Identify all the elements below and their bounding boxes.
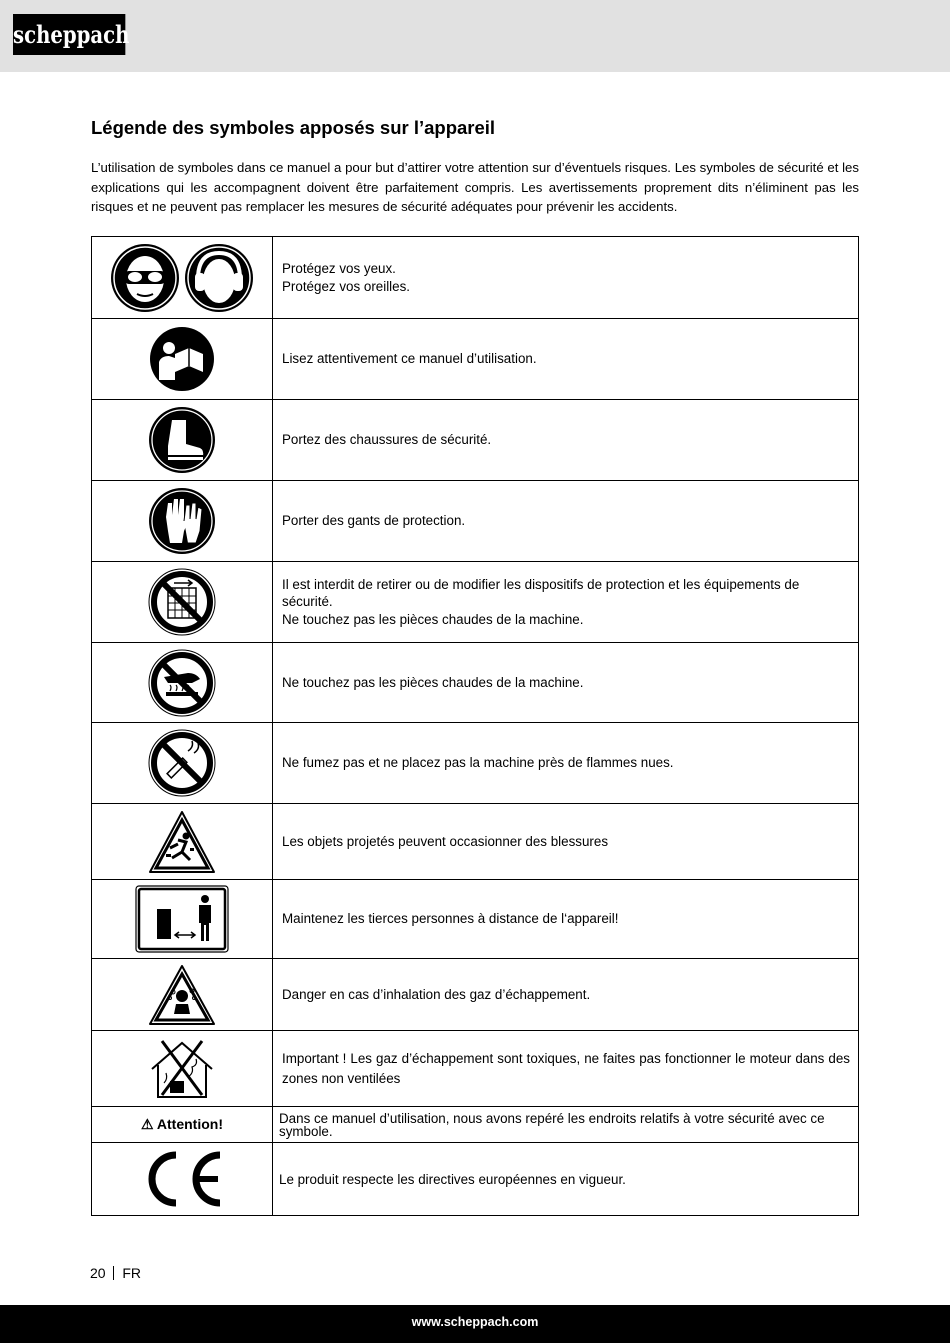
- no-smoking-icon: [148, 729, 216, 797]
- icon-cell: [92, 880, 273, 959]
- icon-cell: [92, 562, 273, 643]
- table-row: [92, 880, 859, 959]
- table-row: [92, 319, 859, 400]
- intro-paragraph: L’utilisation de symboles dans ce manuel a pour but d’attirer votre attention sur d’éventuels risques. Les symboles de sécurité et les explications qui les accompagnent doivent être parfaitement compris. Les avertissements proprement dits n’éliminent pas les risques et ne peuvent pas remplacer les mesures de sécurité adéquates pour prévenir les accidents.: [91, 160, 859, 214]
- table-row: [92, 481, 859, 562]
- symbols-table: [91, 236, 859, 1216]
- gloves-icon: [148, 487, 216, 555]
- safety-boots-icon: [148, 406, 216, 474]
- divider: [113, 1266, 114, 1280]
- header-bar: [0, 0, 950, 72]
- description-cell: Les objets projetés peuvent occasionner des blessures: [273, 804, 859, 880]
- description-cell: Porter des gants de protection.: [273, 481, 859, 562]
- table-row: [92, 643, 859, 723]
- brand-logo: scheppach: [13, 14, 125, 55]
- table-row: [92, 1143, 859, 1216]
- icon-cell: [92, 237, 273, 319]
- description-cell: Important ! Les gaz d’échappement sont toxiques, ne faites pas fonctionner le moteur dans des zones non ventilées: [273, 1031, 859, 1107]
- footer-url[interactable]: www.scheppach.com: [411, 1315, 539, 1329]
- table-row: [92, 959, 859, 1031]
- icon-cell: [92, 1031, 273, 1107]
- description-cell: Dans ce manuel d’utilisation, nous avons repéré les endroits relatifs à votre sécurité avec ce symbole.: [273, 1107, 859, 1143]
- description-cell: Ne touchez pas les pièces chaudes de la machine.: [273, 643, 859, 723]
- ce-mark-icon: [140, 1149, 224, 1209]
- attention-label: ⚠ Attention!: [140, 1115, 223, 1132]
- description-cell: Ne fumez pas et ne placez pas la machine près de flammes nues.: [273, 723, 859, 804]
- description-cell: Lisez attentivement ce manuel d’utilisation.: [273, 319, 859, 400]
- read-manual-icon: [149, 326, 215, 392]
- icon-cell: [92, 319, 273, 400]
- icon-cell: [92, 1107, 273, 1143]
- keep-distance-icon: [135, 885, 229, 953]
- description-cell: Danger en cas d’inhalation des gaz d’échappement.: [273, 959, 859, 1031]
- page-number: 20 FR: [90, 1265, 142, 1281]
- no-touch-hot-icon: [148, 649, 216, 717]
- icon-cell: [92, 1143, 273, 1216]
- goggles-icon: [110, 243, 180, 313]
- description-cell: Portez des chaussures de sécurité.: [273, 400, 859, 481]
- exhaust-inhalation-icon: [148, 964, 216, 1026]
- description-cell: Maintenez les tierces personnes à distance de l‘appareil!: [273, 880, 859, 959]
- icon-cell: [92, 400, 273, 481]
- no-remove-guard-icon: [148, 568, 216, 636]
- icon-cell: [92, 723, 273, 804]
- table-row: [92, 804, 859, 880]
- projectile-warning-icon: [148, 810, 216, 874]
- table-row: [92, 723, 859, 804]
- icon-cell: [92, 643, 273, 723]
- icon-cell: [92, 481, 273, 562]
- description-cell: Protégez vos yeux. Protégez vos oreilles.: [273, 237, 859, 319]
- no-indoor-operation-icon: [148, 1037, 216, 1101]
- page-title: Légende des symboles apposés sur l’appareil: [91, 117, 496, 138]
- table-row: [92, 237, 859, 319]
- table-row: [92, 562, 859, 643]
- table-row: [92, 400, 859, 481]
- icon-cell: [92, 959, 273, 1031]
- description-cell: Il est interdit de retirer ou de modifier les dispositifs de protection et les équipements de sécurité. Ne touchez pas les pièces chaudes de la machine.: [273, 562, 859, 643]
- table-row: [92, 1031, 859, 1107]
- ear-protection-icon: [184, 243, 254, 313]
- icon-cell: [92, 804, 273, 880]
- table-row: [92, 1107, 859, 1143]
- description-cell: Le produit respecte les directives européennes en vigueur.: [273, 1143, 859, 1216]
